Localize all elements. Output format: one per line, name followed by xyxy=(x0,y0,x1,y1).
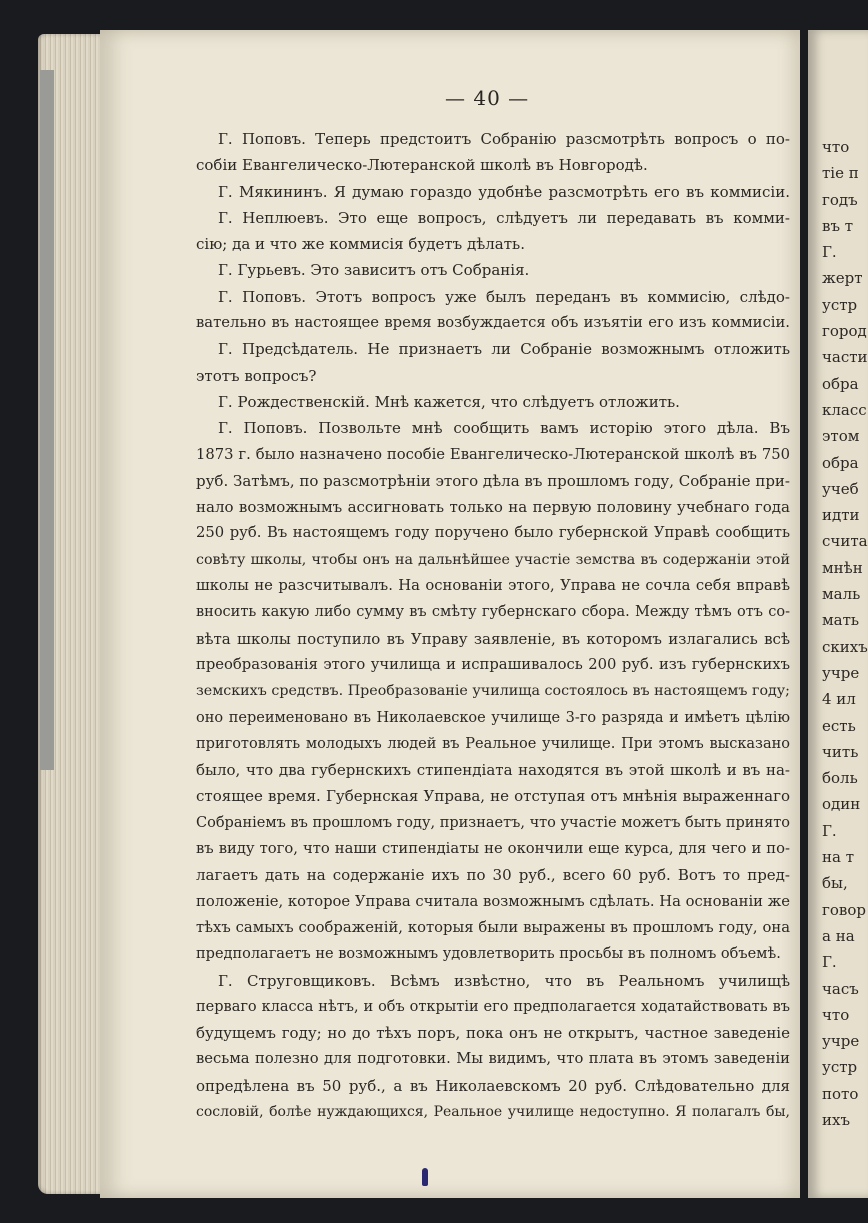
binding-strip xyxy=(40,70,54,770)
text-line: Г. Поповъ. Теперь предстоитъ Собранію разсмотрѣть вопросъ о по- xyxy=(218,130,790,148)
text-line: положеніе, которое Управа считала возможнымъ сдѣлать. На основаніи же xyxy=(196,892,790,910)
text-line: приготовлять молодыхъ людей въ Реальное училище. При этомъ высказано xyxy=(196,735,790,752)
text-line: руб. Затѣмъ, по разсмотрѣніи этого дѣла въ прошломъ году, Собраніе при- xyxy=(196,471,790,490)
side-text-line: устр xyxy=(822,295,858,314)
side-text-line: Г. xyxy=(822,821,837,840)
side-text-line: мать xyxy=(822,611,860,630)
text-line: тѣхъ самыхъ соображеній, которыя были выражены въ прошломъ году, она xyxy=(196,918,790,936)
side-text-line: чить xyxy=(822,742,859,761)
text-line: сію; да и что же коммисія будетъ дѣлать. xyxy=(196,235,525,254)
text-line: 250 руб. Въ настоящемъ году поручено было губернской Управѣ сообщить xyxy=(196,524,790,542)
text-line: вѣта школы поступило въ Управу заявленіе, въ которомъ излагались всѣ xyxy=(196,629,790,648)
text-line: Г. Предсѣдатель. Не признаетъ ли Собраніе возможнымъ отложить xyxy=(218,340,790,359)
side-text-line: Г. xyxy=(822,953,837,972)
ink-mark xyxy=(422,1168,428,1186)
side-text-line: один xyxy=(822,795,861,814)
text-line: Собраніемъ въ прошломъ году, признаетъ, что участіе можетъ быть принято xyxy=(196,814,790,831)
side-text-line: на т xyxy=(822,848,855,867)
text-line: лагаетъ дать на содержаніе ихъ по 30 руб., всего 60 руб. Вотъ то пред- xyxy=(196,866,790,885)
side-text-line: обра xyxy=(822,453,859,472)
side-text-line: въ т xyxy=(822,216,854,235)
text-line: земскихъ средствъ. Преобразованіе училища состоялось въ настоящемъ году; xyxy=(196,683,790,700)
page-text xyxy=(196,126,790,1125)
text-line: Г. Поповъ. Этотъ вопросъ уже былъ переданъ въ коммисію, слѣдо- xyxy=(218,287,790,306)
text-line: преобразованія этого училища и испрашивалось 200 руб. изъ губернскихъ xyxy=(196,655,790,673)
text-line: Г. Неплюевъ. Это еще вопросъ, слѣдуетъ ли передавать въ комми- xyxy=(218,208,790,227)
side-text-line: класс xyxy=(822,400,867,419)
text-line: нало возможнымъ ассигновать только на первую половину учебнаго года xyxy=(196,498,790,517)
side-text-line: а на xyxy=(822,926,855,945)
text-line: Г. Струговщиковъ. Всѣмъ извѣстно, что въ Реальномъ училищѣ xyxy=(218,971,790,990)
side-text-line: бы, xyxy=(822,874,848,893)
text-line: стоящее время. Губернская Управа, не отступая отъ мнѣнія выраженнаго xyxy=(196,787,790,806)
right-page-text-fragment xyxy=(822,134,868,1133)
text-line: оно переименовано въ Николаевское училище 3-го разряда и имѣетъ цѣлію xyxy=(196,709,790,726)
side-text-line: устр xyxy=(822,1058,858,1077)
text-line: собіи Евангелическо-Лютеранской школѣ въ Новгородѣ. xyxy=(196,156,648,175)
side-text-line: говор xyxy=(822,900,866,919)
side-text-line: ихъ xyxy=(822,1110,851,1129)
side-text-line: годъ xyxy=(822,190,858,209)
text-line: вательно въ настоящее время возбуждается объ изъятіи его изъ коммисіи. xyxy=(196,314,790,332)
text-line: сословій, болѣе нуждающихся, Реальное училище недоступно. Я полагалъ бы, xyxy=(196,1103,790,1120)
text-line: Г. Рождественскій. Мнѣ кажется, что слѣдуетъ отложить. xyxy=(218,392,680,411)
side-text-line: есть xyxy=(822,716,856,735)
side-text-line: обра xyxy=(822,374,859,393)
side-text-line: 4 ил xyxy=(822,690,856,709)
text-line: въ виду того, что наши стипендіаты не окончили еще курса, для чего и по- xyxy=(196,840,790,858)
text-line: Г. Поповъ. Позвольте мнѣ сообщить вамъ исторію этого дѣла. Въ xyxy=(218,419,790,438)
text-line: Г. Мякининъ. Я думаю гораздо удобнѣе разсмотрѣть его въ коммисіи. xyxy=(218,182,790,201)
side-text-line: маль xyxy=(822,585,861,604)
side-text-line: мнѣн xyxy=(822,558,863,577)
side-text-line: тіе п xyxy=(822,164,859,183)
page-number: — 40 — xyxy=(445,86,530,110)
side-text-line: счита xyxy=(822,532,868,551)
side-text-line: этом xyxy=(822,427,860,446)
side-text-line: что xyxy=(822,1005,850,1024)
side-text-line: боль xyxy=(822,769,858,788)
side-text-line: скихъ xyxy=(822,637,868,656)
side-text-line: часъ xyxy=(822,979,859,998)
text-line: предполагаетъ не возможнымъ удовлетворить просьбы въ полномъ объемѣ. xyxy=(196,946,781,963)
text-line: школы не разсчитывалъ. На основаніи этого, Управа не сочла себя вправѣ xyxy=(196,577,790,595)
text-line: совѣту школы, чтобы онъ на дальнѣйшее участіе земства въ содержаніи этой xyxy=(196,551,790,568)
side-text-line: части xyxy=(822,348,868,367)
side-text-line: пото xyxy=(822,1084,859,1103)
text-line: будущемъ году; но до тѣхъ поръ, пока онъ не открытъ, частное заведеніе xyxy=(196,1024,790,1043)
text-line: этотъ вопросъ? xyxy=(196,366,317,385)
text-line: вносить какую либо сумму въ смѣту губернскаго сбора. Между тѣмъ отъ со- xyxy=(196,604,790,621)
text-line: было, что два губернскихъ стипендіата находятся въ этой школѣ и въ на- xyxy=(196,761,790,780)
side-text-line: что xyxy=(822,138,850,156)
text-line: весьма полезно для подготовки. Мы видимъ, что плата въ этомъ заведеніи xyxy=(196,1050,790,1068)
text-line: перваго класса нѣтъ, и объ открытіи его предполагается ходатайствовать въ xyxy=(196,998,790,1015)
side-text-line: Г. xyxy=(822,243,837,262)
side-text-line: город xyxy=(822,322,867,341)
text-line: опредѣлена въ 50 руб., а въ Николаевскомъ 20 руб. Слѣдовательно для xyxy=(196,1076,790,1095)
side-text-line: учре xyxy=(822,1032,860,1051)
text-line: 1873 г. было назначено пособіе Евангелическо-Лютеранской школѣ въ 750 xyxy=(196,445,790,463)
text-line: Г. Гурьевъ. Это зависитъ отъ Собранія. xyxy=(218,261,530,280)
side-text-line: учеб xyxy=(822,479,859,498)
side-text-line: идти xyxy=(822,506,860,525)
side-text-line: учре xyxy=(822,663,860,682)
side-text-line: жерт xyxy=(822,269,863,288)
